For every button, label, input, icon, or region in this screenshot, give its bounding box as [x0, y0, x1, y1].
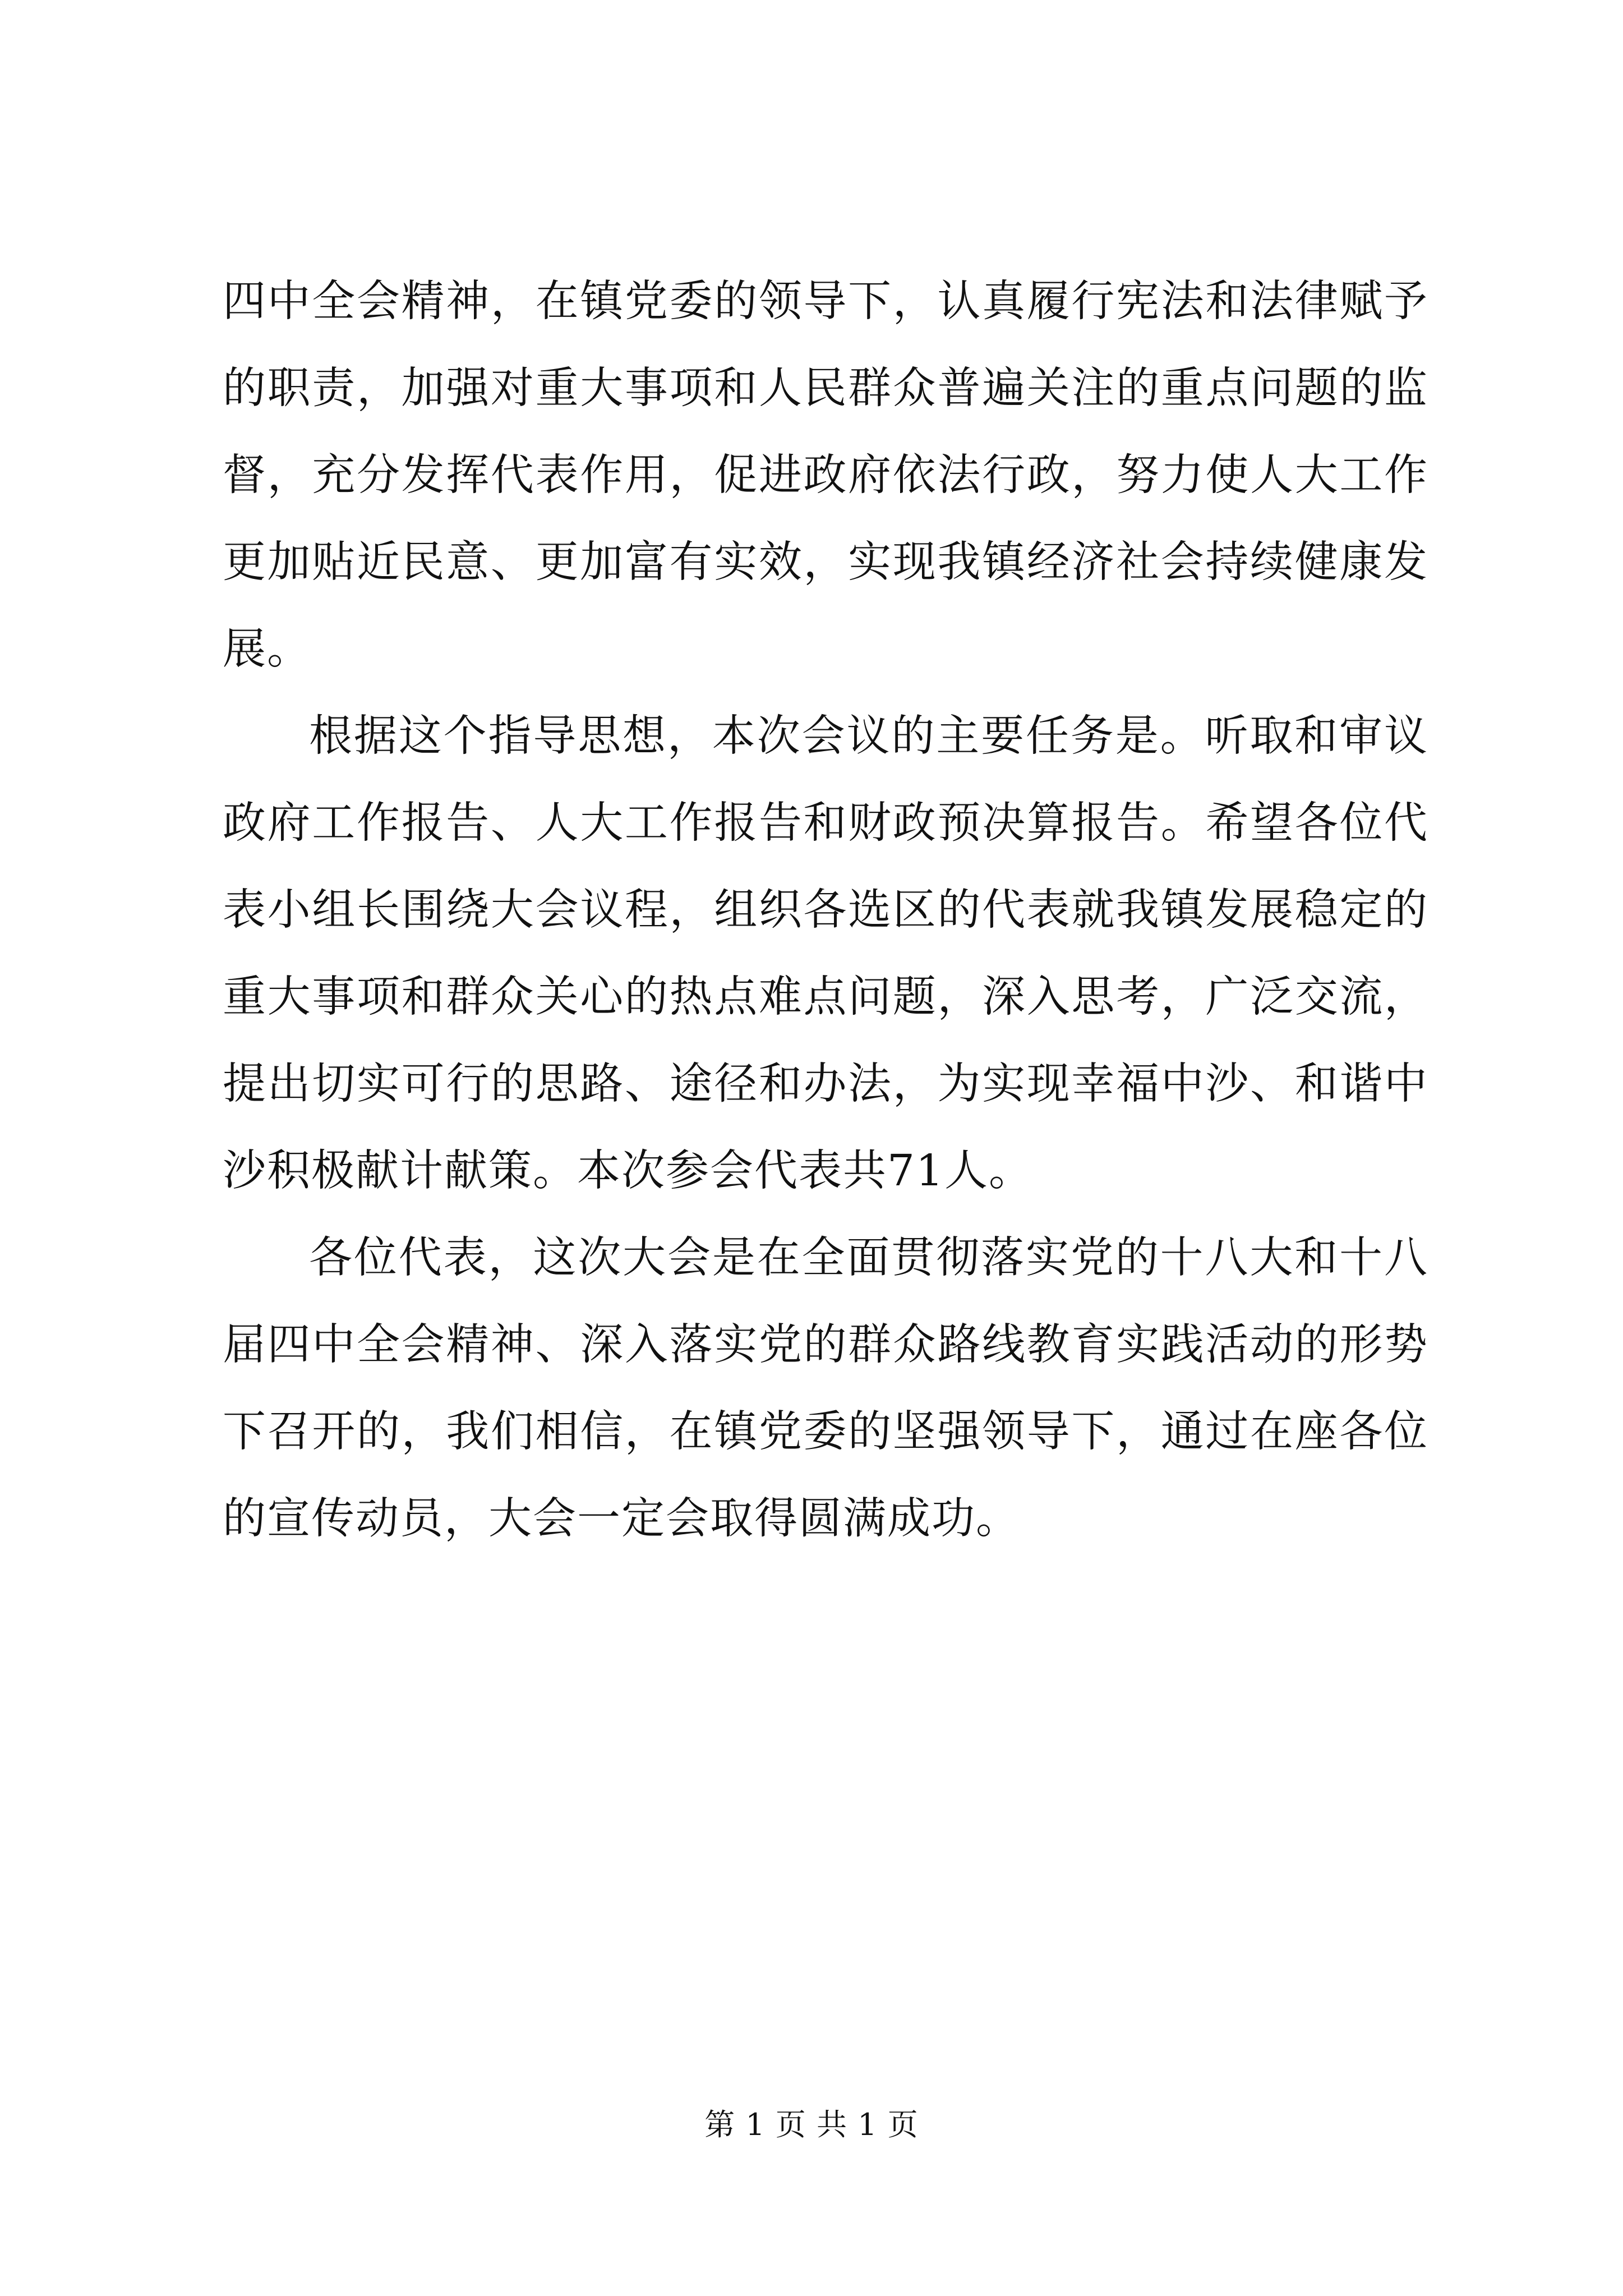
document-body [223, 258, 1428, 1562]
paragraph-3: 各位代表，这次大会是在全面贯彻落实党的十八大和十八届四中全会精神、深入落实党的群众路线教育实践活动的形势下召开的，我们相信，在镇党委的坚强领导下，通过在座各位的宣传动员，大会一定会取得圆满成功。 [223, 1233, 1428, 1544]
paragraph-2: 根据这个指导思想，本次会议的主要任务是。听取和审议政府工作报告、人大工作报告和财政预决算报告。希望各位代表小组长围绕大会议程，组织各选区的代表就我镇发展稳定的重大事项和群众关心的热点难点问题，深入思考，广泛交流，提出切实可行的思路、途径和办法，为实现幸福中沙、和谐中沙积极献计献策。本次参会代表共71人。 [223, 711, 1428, 1196]
page-number-footer: 第 1 页 共 1 页 [704, 2107, 919, 2142]
paragraph-1: 四中全会精神，在镇党委的领导下，认真履行宪法和法律赋予的职责，加强对重大事项和人民群众普遍关注的重点问题的监督，充分发挥代表作用，促进政府依法行政，努力使人大工作更加贴近民意、更加富有实效，实现我镇经济社会持续健康发展。 [223, 277, 1428, 674]
